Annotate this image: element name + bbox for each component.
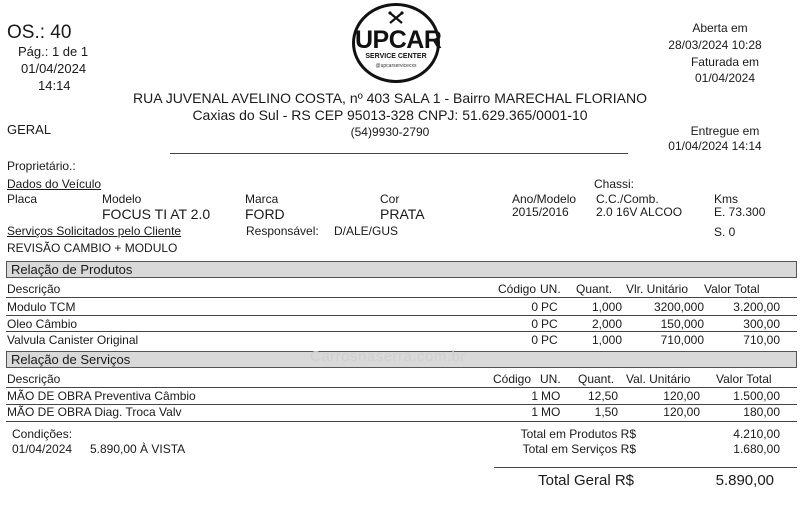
company-address: RUA JUVENAL AVELINO COSTA, nº 403 SALA 1 - Bairro MARECHAL FLORIANO [133, 90, 647, 106]
service-desc: MÃO DE OBRA Diag. Troca Valv [7, 405, 182, 419]
placa-label: Placa [7, 192, 38, 206]
cor-value: PRATA [380, 206, 425, 222]
services-col-unit: Val. Unitário [626, 372, 691, 386]
row-divider [6, 331, 797, 332]
product-qty: 2,000 [591, 317, 622, 331]
product-qty: 1,000 [591, 300, 622, 314]
conditions-value: 5.890,00 À VISTA [90, 442, 186, 456]
products-col-total: Valor Total [704, 282, 760, 296]
grand-total-value: 5.890,00 [715, 472, 774, 489]
service-un: MO [541, 405, 561, 419]
service-total: 1.500,00 [733, 389, 780, 403]
company-city-cnpj: Caxias do Sul - RS CEP 95013-328 CNPJ: 51.629.365/0001-10 [192, 107, 588, 123]
company-logo [352, 3, 440, 83]
products-section-header: Relação de Produtos [6, 261, 797, 278]
os-number: OS.: 40 [7, 22, 72, 43]
ano-label: Ano/Modelo [512, 192, 577, 206]
products-col-desc: Descrição [7, 282, 61, 296]
services-header-divider [6, 387, 797, 388]
billed-label: Faturada em [690, 55, 760, 69]
geral-label: GERAL [7, 122, 52, 137]
product-un: PC [541, 317, 558, 331]
wrench-icon [387, 11, 405, 25]
total-products-value: 4.210,00 [733, 427, 780, 441]
service-code: 1 [531, 405, 538, 419]
logo-handle: @upcarservicecxs [375, 63, 417, 69]
delivered-value: 01/04/2024 14:14 [668, 139, 762, 153]
logo-title: UPCAR [355, 26, 442, 54]
product-unit: 3200,000 [653, 300, 704, 314]
services-col-code: Código [493, 372, 532, 386]
products-col-un: UN. [540, 282, 561, 296]
conditions-label: Condições: [12, 427, 73, 441]
grand-total-label: Total Geral R$ [538, 472, 634, 489]
product-qty: 1,000 [591, 333, 622, 347]
delivered-label: Entregue em [690, 124, 760, 138]
company-phone: (54)9930-2790 [350, 125, 430, 139]
cor-label: Cor [380, 192, 400, 206]
services-section-header: Relação de Serviços [6, 351, 797, 368]
page-indicator: Pág.: 1 de 1 [18, 44, 89, 59]
billed-value: 01/04/2024 [694, 71, 756, 85]
product-desc: Valvula Canister Original [7, 333, 139, 347]
product-unit: 150,000 [660, 317, 704, 331]
service-code: 1 [531, 389, 538, 403]
product-un: PC [541, 300, 558, 314]
service-total: 180,00 [743, 405, 780, 419]
responsible-label: Responsável: [246, 224, 319, 238]
row-divider [6, 315, 797, 316]
print-date: 01/04/2024 [21, 61, 87, 76]
print-time: 14:14 [38, 78, 71, 93]
requested-services-text: REVISÃO CAMBIO + MODULO [7, 241, 178, 255]
kms-entry-value: E. 73.300 [714, 205, 766, 219]
service-unit: 120,00 [663, 405, 700, 419]
marca-label: Marca [245, 192, 279, 206]
product-code: 0 [531, 333, 538, 347]
service-un: MO [541, 389, 561, 403]
products-col-unit: Vlr. Unitário [626, 282, 689, 296]
chassi-label: Chassi: [594, 177, 635, 191]
services-col-desc: Descrição [7, 372, 61, 386]
product-code: 0 [531, 300, 538, 314]
modelo-label: Modelo [102, 192, 142, 206]
service-unit: 120,00 [663, 389, 700, 403]
kms-exit-value: S. 0 [714, 225, 736, 239]
opened-value: 28/03/2024 10:28 [668, 38, 762, 52]
logo-subtitle: SERVICE CENTER [365, 53, 427, 60]
products-header-divider [6, 297, 797, 298]
service-qty: 1,50 [594, 405, 618, 419]
cc-value: 2.0 16V ALCOO [596, 205, 683, 219]
product-unit: 710,000 [660, 333, 704, 347]
product-code: 0 [531, 317, 538, 331]
kms-label: Kms [714, 192, 738, 206]
watermark: Carrosnaserra.com.br [310, 348, 466, 365]
opened-label: Aberta em [692, 21, 748, 35]
product-total: 300,00 [743, 317, 780, 331]
product-desc: Oleo Câmbio [7, 317, 78, 331]
cc-label: C.C./Comb. [596, 192, 659, 206]
products-col-qty: Quant. [576, 282, 613, 296]
requested-services-label: Serviços Solicitados pelo Cliente [7, 224, 182, 238]
total-services-label: Total em Serviços R$ [522, 442, 636, 456]
services-col-qty: Quant. [578, 372, 615, 386]
conditions-date: 01/04/2024 [12, 442, 73, 456]
vehicle-section-title: Dados do Veículo [7, 177, 102, 191]
products-col-code: Código [498, 282, 537, 296]
totals-divider [494, 467, 797, 468]
services-col-un: UN. [540, 372, 561, 386]
services-bottom-divider [6, 421, 797, 422]
header-divider [170, 153, 628, 154]
ano-value: 2015/2016 [512, 205, 569, 219]
product-un: PC [541, 333, 558, 347]
product-total: 710,00 [743, 333, 780, 347]
marca-value: FORD [245, 206, 285, 222]
product-total: 3.200,00 [733, 300, 780, 314]
modelo-value: FOCUS TI AT 2.0 [102, 206, 211, 222]
service-desc: MÃO DE OBRA Preventiva Câmbio [7, 389, 196, 403]
product-desc: Modulo TCM [7, 300, 76, 314]
total-services-value: 1.680,00 [733, 442, 780, 456]
service-qty: 12,50 [587, 389, 618, 403]
total-products-label: Total em Produtos R$ [520, 427, 636, 441]
responsible-value: D/ALE/GUS [334, 224, 399, 238]
services-col-total: Valor Total [716, 372, 772, 386]
owner-label: Proprietário.: [7, 159, 76, 173]
